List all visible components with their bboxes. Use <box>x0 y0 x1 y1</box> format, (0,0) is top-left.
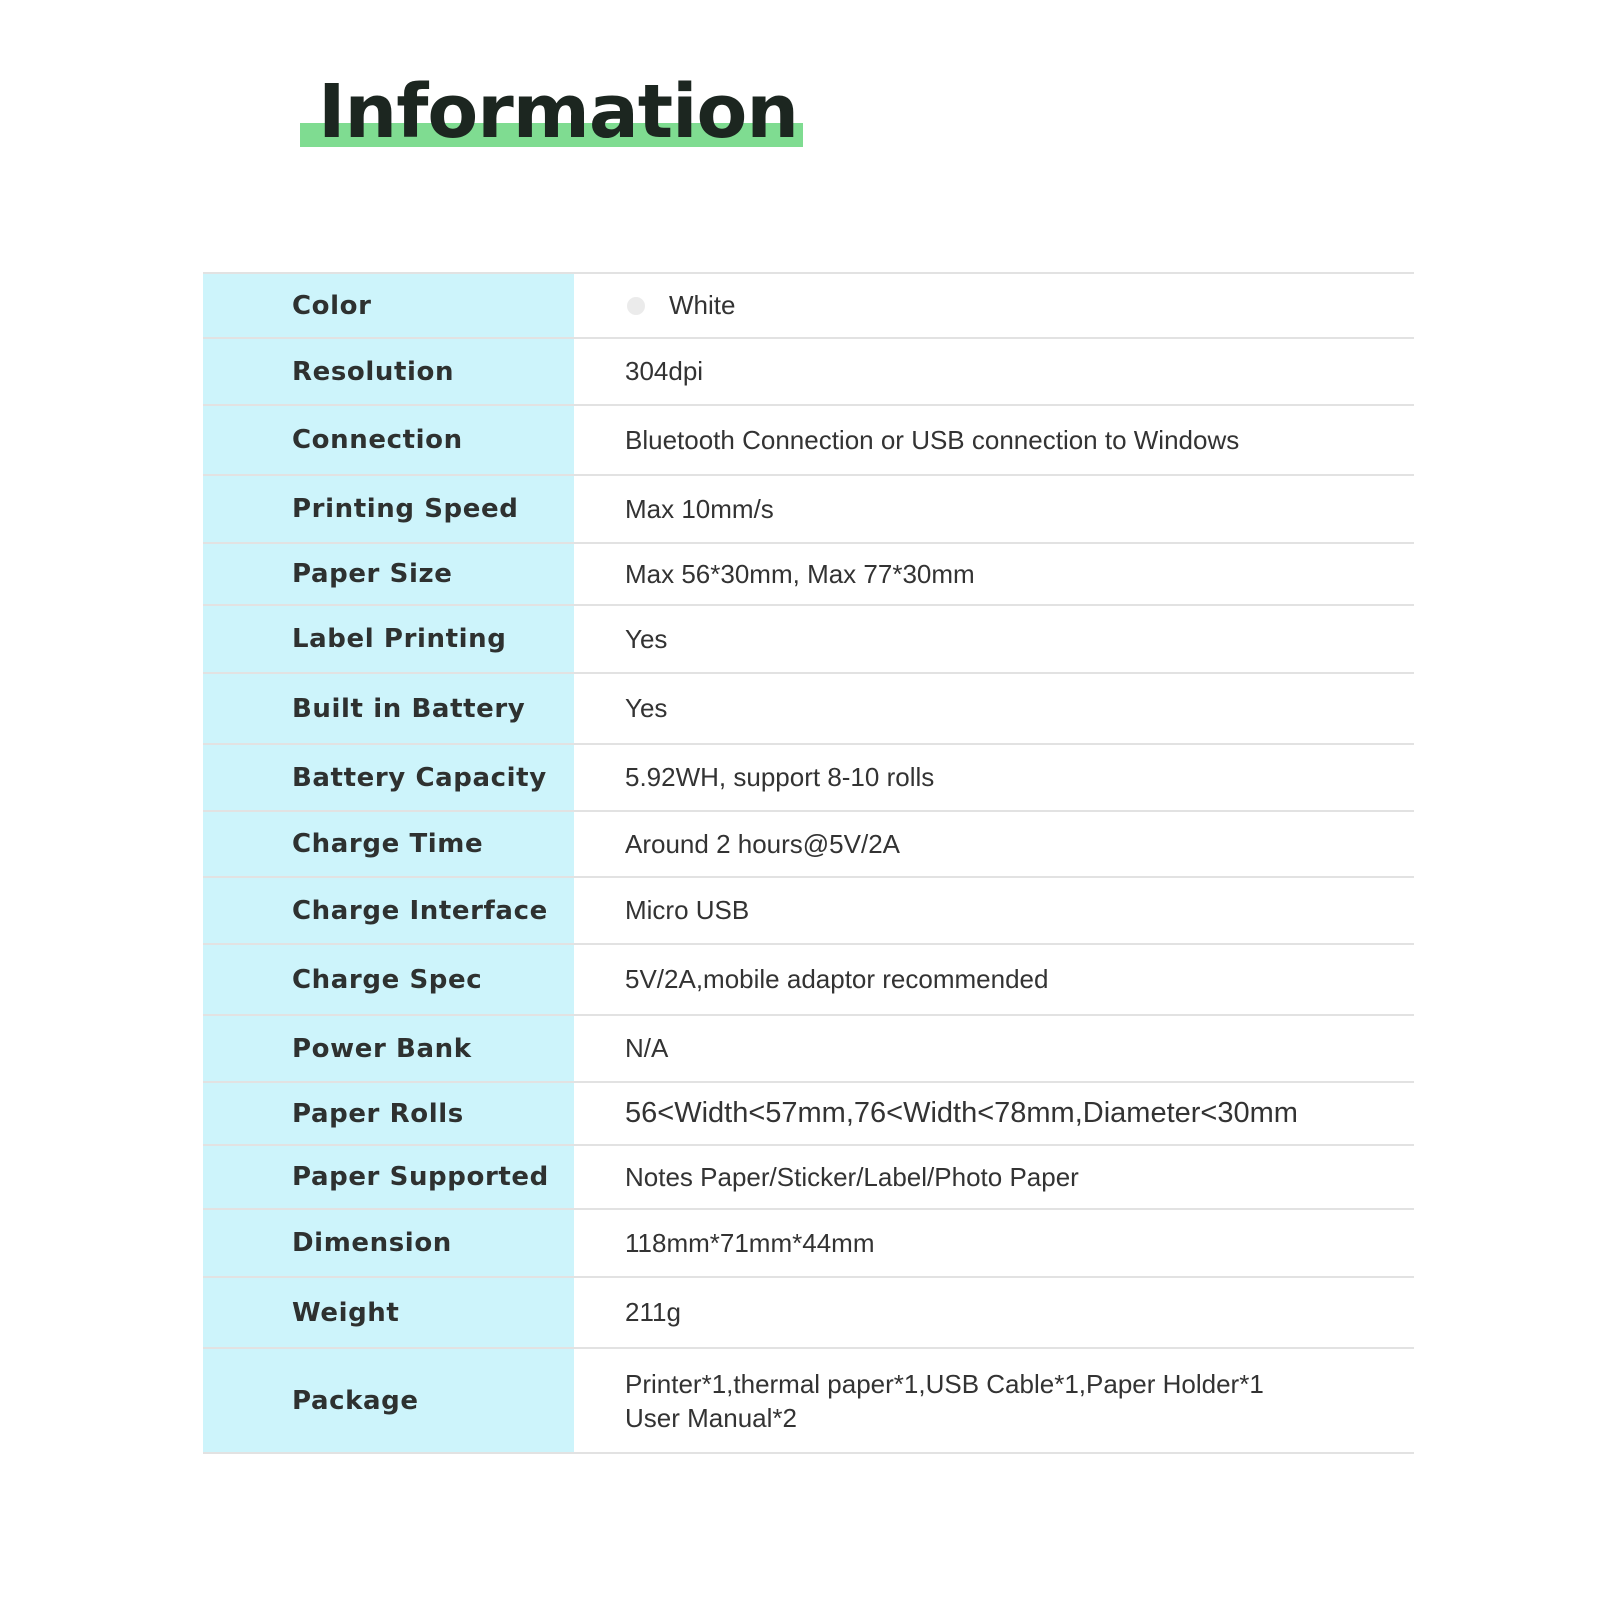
spec-value: 5V/2A,mobile adaptor recommended <box>625 964 1049 994</box>
spec-value: N/A <box>625 1033 669 1063</box>
spec-value: Max 10mm/s <box>625 493 774 524</box>
spec-value-cell <box>574 1349 1414 1452</box>
spec-value: 56<Width<57mm,76<Width<78mm,Diameter<30mm <box>625 1097 1298 1129</box>
spec-value: Yes <box>625 623 668 654</box>
spec-value: 211g <box>625 1297 681 1327</box>
spec-value: 118mm*71mm*44mm <box>625 1227 875 1258</box>
spec-label: Dimension <box>203 1210 574 1276</box>
spec-label: Power Bank <box>203 1016 574 1081</box>
spec-label: Battery Capacity <box>203 745 574 810</box>
spec-table <box>203 272 1414 1454</box>
spec-label: Paper Supported <box>203 1146 574 1208</box>
spec-label: Built in Battery <box>203 674 574 743</box>
spec-row-charge-spec <box>203 945 1414 1016</box>
spec-row-paper-supported <box>203 1146 1414 1210</box>
spec-row-battery-capacity <box>203 745 1414 812</box>
spec-value: 5.92WH, support 8-10 rolls <box>625 762 935 792</box>
spec-label: Package <box>203 1349 574 1452</box>
spec-row-resolution <box>203 339 1414 406</box>
spec-row-package <box>203 1349 1414 1454</box>
spec-value: Around 2 hours@5V/2A <box>625 828 901 859</box>
spec-row-color <box>203 274 1414 339</box>
spec-value: Micro USB <box>625 895 750 925</box>
spec-value-cell <box>574 274 1414 337</box>
spec-row-charge-interface <box>203 878 1414 945</box>
spec-value: Max 56*30mm, Max 77*30mm <box>625 558 975 589</box>
spec-row-power-bank <box>203 1016 1414 1083</box>
spec-value: Bluetooth Connection or USB connection to Windows <box>625 424 1240 455</box>
spec-label: Paper Size <box>203 544 574 604</box>
spec-label: Color <box>203 274 574 337</box>
title-block <box>300 69 803 155</box>
spec-row-built-in-battery <box>203 674 1414 745</box>
spec-row-label-printing <box>203 606 1414 674</box>
spec-value-line2: User Manual*2 <box>625 1402 797 1433</box>
spec-label: Weight <box>203 1278 574 1347</box>
spec-row-paper-rolls <box>203 1083 1414 1146</box>
spec-label: Connection <box>203 406 574 474</box>
spec-label: Charge Interface <box>203 878 574 943</box>
white-color-swatch-icon <box>627 297 645 315</box>
spec-row-printing-speed <box>203 476 1414 544</box>
spec-value: Printer*1,thermal paper*1,USB Cable*1,Paper Holder*1 <box>625 1368 1264 1399</box>
spec-row-weight <box>203 1278 1414 1349</box>
spec-row-paper-size <box>203 544 1414 606</box>
spec-value: 304dpi <box>625 356 704 386</box>
spec-row-charge-time <box>203 812 1414 878</box>
spec-label: Label Printing <box>203 606 574 672</box>
spec-row-dimension <box>203 1210 1414 1278</box>
page-title: Information <box>318 69 799 155</box>
spec-label: Printing Speed <box>203 476 574 542</box>
spec-label: Paper Rolls <box>203 1083 574 1144</box>
spec-value: Notes Paper/Sticker/Label/Photo Paper <box>625 1161 1079 1192</box>
spec-row-connection <box>203 406 1414 476</box>
spec-label: Resolution <box>203 339 574 404</box>
spec-label: Charge Time <box>203 812 574 876</box>
spec-value: Yes <box>625 693 668 723</box>
spec-value: White <box>669 290 736 320</box>
spec-label: Charge Spec <box>203 945 574 1014</box>
